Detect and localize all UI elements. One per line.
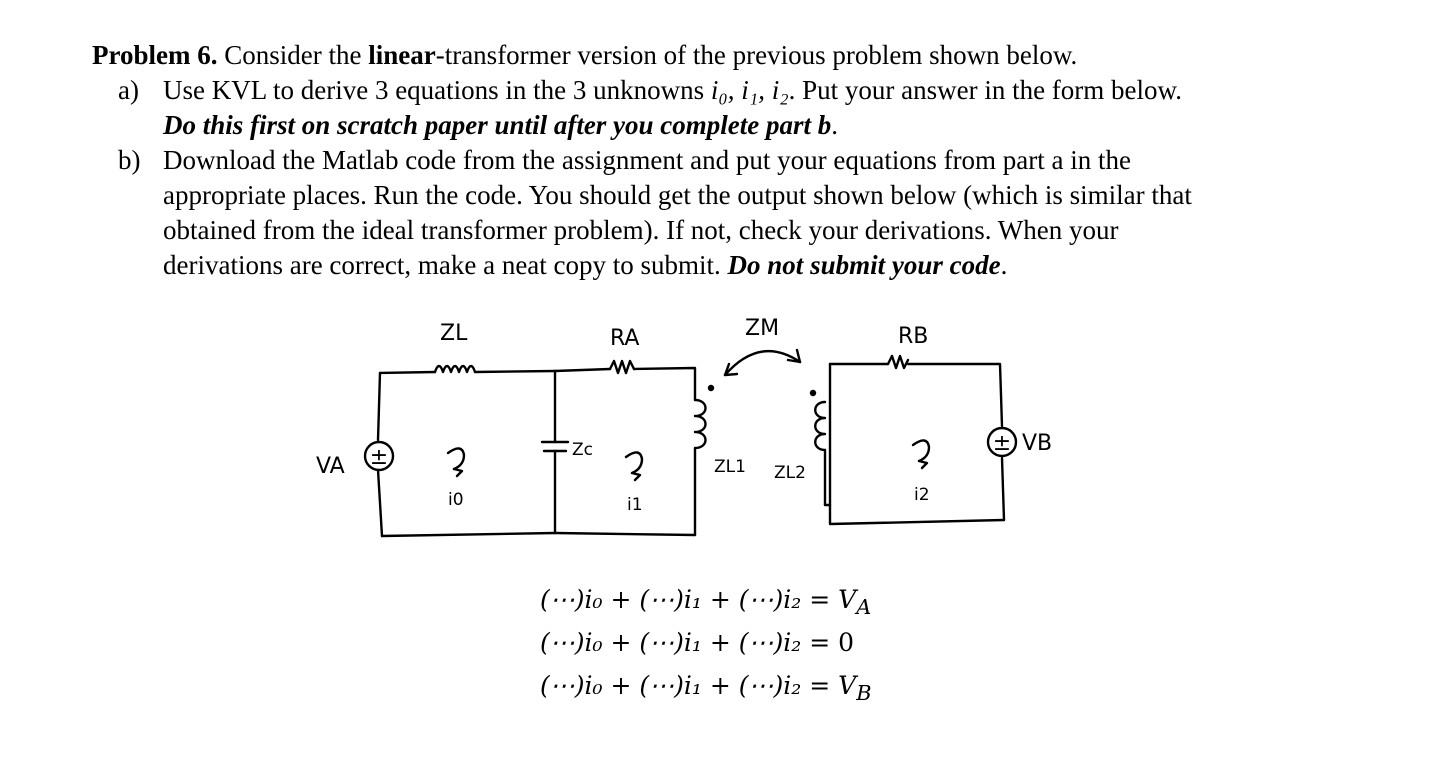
part-b-emphasis: Do not submit your code (727, 250, 1001, 280)
part-a-mark: a) (118, 75, 139, 105)
resistor-ra (610, 361, 634, 373)
polarity-dot-right (810, 390, 816, 396)
equation-block (540, 582, 872, 711)
label-rb: RB (898, 324, 929, 349)
equals-sign: = (809, 671, 831, 700)
part-a-text-end: . Put your answer in the form below. (788, 75, 1183, 105)
part-b-line1: Download the Matlab code from the assignment and put your equations from part a in the (163, 145, 1132, 175)
equation-rhs-sub: A (856, 595, 872, 619)
part-b-mark: b) (118, 145, 141, 175)
equation-lhs: (⋯)i₀ + (⋯)i₁ + (⋯)i₂ (540, 671, 802, 700)
coil-l1 (695, 400, 706, 535)
problem-label: Problem 6. (92, 40, 218, 70)
polarity-dot-left (708, 385, 714, 391)
label-vb: VB (1022, 431, 1053, 456)
coil-l2 (815, 402, 825, 505)
wire-top-mid (475, 371, 555, 372)
part-a-emphasis: Do this first on scratch paper until after you complete part (163, 110, 812, 140)
wire-top-ra-right (634, 368, 695, 400)
equation-lhs: (⋯)i₀ + (⋯)i₁ + (⋯)i₂ (540, 585, 802, 614)
label-zl1: ZL1 (714, 457, 746, 477)
mutual-arrow (725, 351, 800, 375)
wire-bottom-mid (555, 533, 695, 535)
label-ra: RA (610, 326, 640, 351)
label-zl: ZL (440, 321, 468, 346)
unknowns (711, 75, 789, 105)
equals-sign: = (809, 628, 831, 657)
intro-text-end: -transformer version of the previous problem shown below. (435, 40, 1078, 70)
equals-sign: = (809, 585, 831, 614)
part-a-emphasis-b: b (817, 110, 832, 140)
wire-bottom-right (830, 505, 1004, 524)
wire-top-ra-left (555, 369, 610, 371)
equation-rhs-sub: B (856, 681, 872, 705)
equation-rhs: V (838, 585, 857, 614)
label-zm: ZM (745, 316, 780, 341)
equation-line (540, 668, 872, 711)
mesh-arrow-2 (913, 440, 929, 468)
wire-top-left (380, 372, 435, 373)
va-sign: ± (369, 445, 389, 470)
circuit-svg (290, 300, 1070, 560)
problem-intro (92, 38, 1412, 73)
part-b-line4 (163, 248, 1412, 283)
part-a-period: . (831, 110, 839, 140)
part-b-period: . (1000, 250, 1008, 280)
resistor-rb (888, 356, 908, 368)
label-va: VA (316, 454, 345, 479)
part-b-line3: obtained from the ideal transformer problem). If not, check your derivations. When your (163, 215, 1119, 245)
equation-line (540, 582, 872, 625)
equation-line (540, 625, 872, 668)
mesh-arrow-1 (626, 452, 642, 480)
circuit-diagram (290, 300, 1070, 560)
vb-sign: ± (992, 431, 1012, 456)
intro-text: Consider the (217, 40, 369, 70)
part-a-line2 (163, 108, 1412, 143)
label-zl2: ZL2 (774, 463, 806, 483)
part-a-line1 (163, 73, 1412, 108)
label-i2: i2 (914, 485, 930, 505)
equation-rhs: V (838, 671, 857, 700)
equation-rhs: 0 (838, 628, 855, 657)
part-a-text: Use KVL to derive 3 equations in the 3 unknowns (163, 75, 711, 105)
label-zc: Zc (572, 440, 593, 460)
part-a (92, 73, 1412, 143)
label-i0: i0 (448, 490, 464, 510)
equation-lhs: (⋯)i₀ + (⋯)i₁ + (⋯)i₂ (540, 628, 802, 657)
unknowns-text: i₀, i₁, i₂ (710, 75, 789, 105)
inductor-zl (435, 366, 475, 372)
wire-bottom-left (382, 533, 555, 536)
part-b-text: derivations are correct, make a neat copy to submit. (163, 250, 728, 280)
part-b-line2: appropriate places. Run the code. You should get the output shown below (which is similar that (163, 180, 1192, 210)
mesh-arrow-0 (448, 448, 464, 476)
part-b (92, 143, 1412, 283)
intro-bold: linear (368, 40, 436, 70)
label-i1: i1 (627, 495, 643, 515)
problem-statement (92, 38, 1412, 283)
